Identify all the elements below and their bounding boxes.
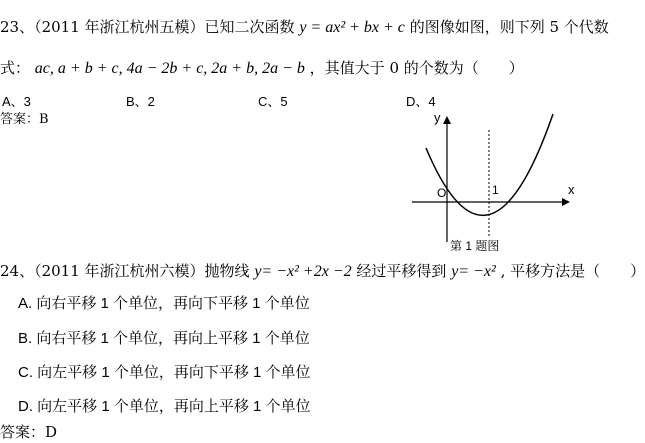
q23-expressions: ac, a + b + c, 4a − 2b + c, 2a + b, 2a − b — [34, 60, 305, 77]
parabola-curve — [426, 114, 553, 215]
origin-label: O — [437, 186, 447, 200]
tick-label-one: 1 — [492, 183, 499, 197]
q23-line1-suffix: 的图像如图，则下列 5 个代数 — [409, 18, 609, 36]
x-axis-arrow — [562, 198, 570, 206]
q24-option-a: A. 向右平移 1 个单位，再向下平移 1 个单位 — [18, 295, 310, 312]
q23-line2-suffix: ，其值大于 0 的个数为（ ） — [309, 59, 524, 77]
q24-option-c: C. 向左平移 1 个单位，再向下平移 1 个单位 — [18, 364, 311, 381]
q23-option-b: B、2 — [126, 94, 155, 109]
q24-middle: 经过平移得到 — [356, 262, 447, 280]
y-axis-arrow — [443, 116, 451, 124]
q24-option-d: D. 向左平移 1 个单位，再向上平移 1 个单位 — [18, 398, 311, 415]
q23-line2-prefix: 式： — [0, 59, 31, 77]
q24-suffix: , 平移方法是（ ） — [500, 262, 645, 280]
q24-formula-original: y= −x² +2x −2 — [254, 263, 352, 280]
q24-formula-target: y= −x² — [451, 263, 496, 280]
q23-option-a: A、3 — [2, 94, 31, 109]
q23-line1-prefix: 23、（2011 年浙江杭州五模）已知二次函数 — [0, 18, 295, 36]
q23-figure — [408, 108, 600, 252]
q23-line1 — [0, 16, 609, 37]
x-axis-label: x — [568, 182, 575, 197]
q23-option-d: D、4 — [406, 94, 436, 109]
q23-answer: 答案：B — [0, 112, 49, 127]
figure-caption: 第 1 题图 — [450, 239, 500, 253]
q23-function-formula: y = ax² + bx + c — [299, 19, 405, 36]
y-axis-label: y — [434, 110, 441, 125]
q24-option-b: B. 向右平移 1 个单位，再向上平移 1 个单位 — [18, 330, 310, 347]
q24-question — [0, 260, 645, 281]
q23-line2 — [0, 57, 524, 78]
q23-option-c: C、5 — [258, 94, 288, 109]
q24-answer: 答案：D — [0, 423, 58, 441]
q24-prefix: 24、（2011 年浙江杭州六模）抛物线 — [0, 262, 250, 280]
